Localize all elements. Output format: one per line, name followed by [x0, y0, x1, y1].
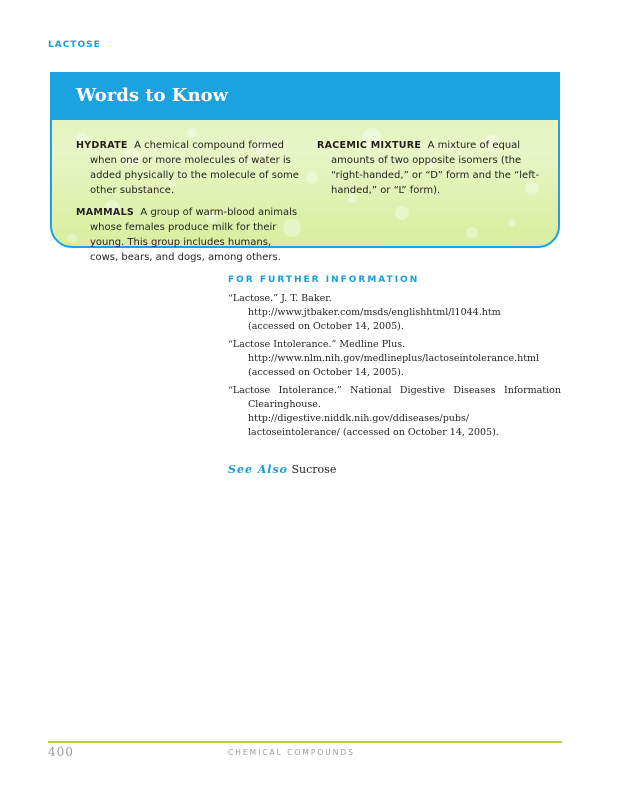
glossary-column-right [317, 138, 549, 205]
glossary-definition: A group of warm-blood animals whose females produce milk for their young. This group includes humans, cows, bears, and dogs, among others. [90, 207, 298, 263]
reference-access-date: (accessed on October 14, 2005). [248, 321, 404, 332]
see-also [228, 463, 336, 476]
reference-title: “Lactose Intolerance.” National Digestive Diseases Information [228, 385, 561, 396]
reference-item [228, 292, 561, 334]
glossary-entry [76, 138, 302, 198]
reference-url[interactable]: http://www.nlm.nih.gov/medlineplus/lactoseintolerance.html [248, 353, 540, 364]
further-information-heading: FOR FURTHER INFORMATION [228, 275, 420, 285]
glossary-term: HYDRATE [76, 140, 128, 151]
reference-title: “Lactose Intolerance.” Medline Plus. [228, 339, 406, 350]
footer-rule [48, 741, 562, 743]
reference-item [228, 338, 561, 380]
glossary-entry [317, 138, 549, 198]
see-also-label: See Also [228, 463, 289, 476]
glossary-column-left [76, 138, 302, 272]
words-to-know-header [52, 74, 558, 120]
glossary-term: RACEMIC MIXTURE [317, 140, 422, 151]
running-head: LACTOSE [48, 40, 101, 50]
reference-url[interactable]: http://digestive.niddk.nih.gov/ddiseases/pubs/ [248, 413, 470, 424]
page-number: 400 [48, 745, 74, 759]
words-to-know-box [50, 72, 560, 263]
words-to-know-title: Words to Know [76, 85, 229, 106]
reference-item [228, 384, 561, 440]
reference-access-date: (accessed on October 14, 2005). [248, 367, 404, 378]
reference-list [228, 292, 561, 444]
glossary-definition: A mixture of equal amounts of two opposite isomers (the “right-handed,” or “D” form and the “left-handed,” or “L” form). [331, 140, 540, 196]
footer-book-title: CHEMICAL COMPOUNDS [228, 748, 355, 757]
see-also-link[interactable]: Sucrose [291, 463, 337, 476]
reference-url[interactable]: http://www.jtbaker.com/msds/englishhtml/l1044.htm [248, 307, 501, 318]
reference-title: “Lactose.” J. T. Baker. [228, 293, 332, 304]
glossary-term: MAMMALS [76, 207, 135, 218]
glossary-entry [76, 205, 302, 265]
reference-url-continued[interactable]: lactoseintolerance/ (accessed on October 14, 2005). [248, 427, 499, 438]
reference-title-continued: Clearinghouse. [248, 399, 321, 410]
glossary-definition: A chemical compound formed when one or more molecules of water is added physically to the molecule of some other substance. [90, 140, 299, 196]
